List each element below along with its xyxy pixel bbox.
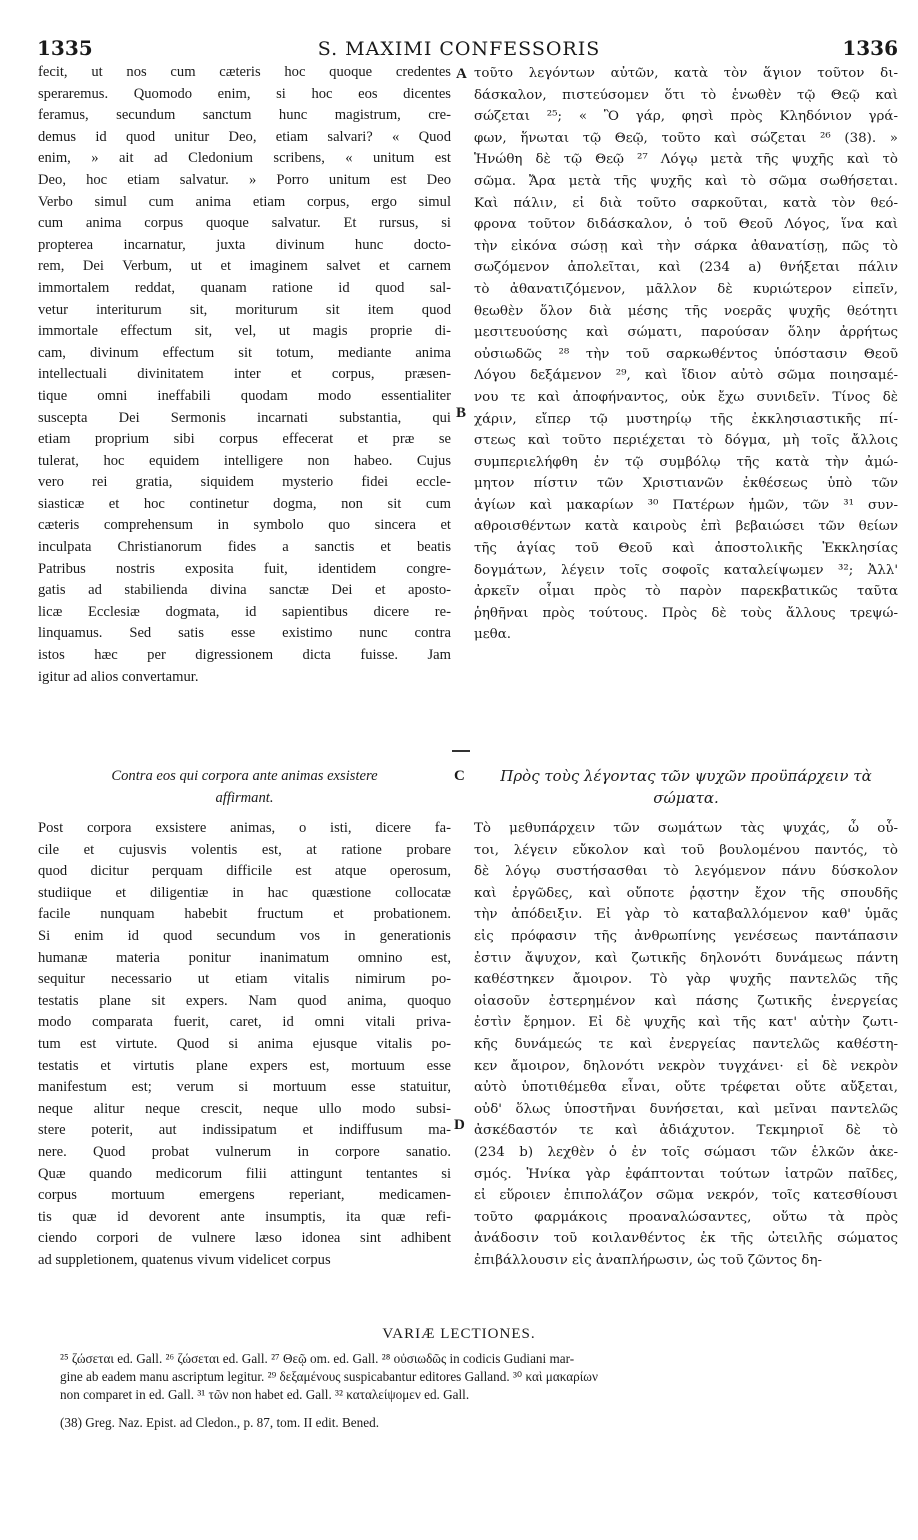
greek-column-bottom xyxy=(474,818,898,1271)
text-line: ἀνάδοσιν τοῦ κοιλανθέντος ἐκ τῆς ὠτειλῆς σώματος xyxy=(474,1231,898,1247)
text-line: humanæ materia ponitur inanimatum omnino est, xyxy=(38,949,451,966)
text-line: studiique et diligentiæ in hac quæstione collocatæ xyxy=(38,884,451,901)
text-line: σώματα. xyxy=(653,788,719,807)
text-line: μητον πίστιν τῶν Χριστιανῶν ἐκθέσεως ὑπὸ τῶν xyxy=(474,476,898,492)
text-line: καὶ ἐργῶδες, καὶ οὔποτε ῥᾳστην ἔχον τῆς σπουδῆς xyxy=(474,885,898,901)
text-line: συμπεριελήφθη ἐν τῷ συμβόλῳ τῆς κατὰ τὴν ἀμώ- xyxy=(474,454,898,470)
greek-column-top xyxy=(474,63,898,646)
variae-lectiones-title: VARIÆ LECTIONES. xyxy=(382,1326,536,1342)
text-line: ἐστὶν ἔρημον. Εἰ δὲ ψυχῆς καὶ τῆς κατ' αὐτὴν ζωτι- xyxy=(474,1015,898,1031)
text-line: nere. Quod probat vulnerum in corpore sanatio. xyxy=(38,1143,451,1160)
text-line: (234 b) λεχθὲν ὁ ἐν τοῖς σώμασι τῶν ἑλκῶν ἀκε- xyxy=(474,1144,898,1160)
text-line: Λόγου δεξάμενον ²⁹, καὶ ἴδιον αὐτὸ σῶμα ποιησαμέ- xyxy=(474,368,898,384)
text-line: δογμάτων, λέγειν τοῖς σοφοῖς καταλείψωμεν ³²; Ἀλλ' xyxy=(474,562,898,578)
text-line: Patribus nostris exposita fuit, identidem congre- xyxy=(38,560,451,577)
text-line: αθροισθέντων κατὰ καιροὺς ἐπὶ βεβαιώσει τῶν θείων xyxy=(474,519,898,535)
text-line: modo comparata fuerit, caret, id omni vitali priva- xyxy=(38,1014,451,1031)
text-line: inculpata Christianorum fides a sanctis et beatis xyxy=(38,539,451,556)
text-line: χάριν, εἴπερ τῷ μυστηρίῳ τῆς ἐκκλησιαστικῆς πί- xyxy=(474,411,898,427)
text-line: ²⁵ ζώσεται ed. Gall. ²⁶ ζώσεται ed. Gall. ²⁷ Θεῷ om. ed. Gall. ²⁸ οὐσιωδῶς in codicis Gudiani mar- xyxy=(60,1351,575,1366)
text-line: οὐσιωδῶς ²⁸ τὴν τοῦ σαρκωθέντος ὑπόστασιν Θεοῦ xyxy=(474,346,898,362)
text-line: quod dicitur perquam difficile est atque operosum, xyxy=(38,863,451,880)
text-line: εἰς πρόφασιν τῆς ἀνθρωπίνης γενέσεως παντάπασιν xyxy=(474,928,898,944)
text-line: μεθα. xyxy=(474,627,512,643)
text-line: cile et cujusvis volentis est, at ratione probare xyxy=(38,841,451,858)
text-line: κῆς δυνάμεώς τε καὶ ἐνεργείας παντελῶς καθέστη- xyxy=(474,1036,898,1052)
text-line: fecit, ut nos cum cæteris hoc quoque credentes xyxy=(38,64,451,80)
text-line: σμός. Ἡνίκα γὰρ ἐφάπτονται τούτων ἰατρῶν παῖδες, xyxy=(474,1166,898,1182)
text-line: tique omni ineffabili quodam modo essentialiter xyxy=(38,387,451,404)
text-line: νου τε καὶ ἀποφήναντος, οὐκ ἔχω συνιδεῖν. Τίνος δὲ xyxy=(474,389,898,405)
greek-section-heading xyxy=(474,766,898,809)
text-line: enim, » ait ad Cledonium scribens, « unitum est xyxy=(38,150,451,167)
text-line: Τὸ μεθυπάρχειν τῶν σωμάτων τὰς ψυχάς, ὦ οὗ- xyxy=(474,821,898,836)
text-line: tulerat, hoc equidem intelligere non habeo. Cujus xyxy=(38,452,451,469)
text-line: tis quæ id devorent ante insumptis, ita quæ refi- xyxy=(38,1208,451,1225)
margin-marker-c: C xyxy=(454,768,465,784)
text-line: vetur interiturum sit, moriturum sit item quod xyxy=(38,301,451,318)
variant-readings xyxy=(60,1350,880,1404)
margin-marker-d: D xyxy=(454,1117,465,1133)
text-line: feramus, secundum sanctum hunc magistrum, cre- xyxy=(38,107,451,124)
text-line: δὲ λόγῳ συστήσασθαι τὸ λεγόμενον πάνυ δύσκολον xyxy=(474,864,898,880)
text-line: immortale effectum sit, vel, ut magis proprie di- xyxy=(38,323,451,340)
text-line: φρονα τοῦτον διδάσκαλον, ὁ τοῦ Θεοῦ Λόγος, ἵνα καὶ xyxy=(474,217,898,233)
text-line: σῶμα. Ἄρα μετὰ τῆς ψυχῆς καὶ τὸ σῶμα σωθήσεται. xyxy=(474,173,898,189)
text-line: στεως καὶ τοῦτο περιέχεται τὸ δόγμα, μὴ τοῖς ἄλλοις xyxy=(474,433,898,449)
text-line: ciendo corpori de vulnere læso idonea sint adhibent xyxy=(38,1230,451,1247)
right-page-number: 1336 xyxy=(842,36,898,60)
text-line: gine ab eadem manu ascriptum legitur. ²⁹ δεξαμένους suspicabantur editores Galland. ³⁰ καὶ μακαρίων xyxy=(60,1369,598,1384)
text-line: Post corpora exsistere animas, o isti, dicere fa- xyxy=(38,820,451,836)
text-line: Quæ quando medicorum filii attingunt tentantes si xyxy=(38,1165,451,1182)
text-line: ad suppletionem, quatenus vivum videlicet corpus xyxy=(38,1251,331,1268)
text-line: immortalem reddat, quanam ratione id quod sal- xyxy=(38,279,451,296)
text-line: ἁγίων καὶ μακαρίων ³⁰ Πατέρων ἡμῶν, τῶν ³¹ συν- xyxy=(474,497,898,513)
text-line: speraremus. Quomodo enim, si hoc eos dicentes xyxy=(38,85,451,102)
text-line: Deo, hoc etiam salvatur. » Porro unitum est Deo xyxy=(38,171,451,188)
text-line: δάσκαλον, πιστεύσομεν ὅτι τὸ ἑνωθὲν τῷ Θεῷ καὶ xyxy=(474,87,898,103)
text-line: gatis ad stabilienda divina sanctæ Dei et aposto- xyxy=(38,582,451,599)
latin-section-heading xyxy=(38,766,451,809)
latin-column-top xyxy=(38,62,451,688)
left-page-number: 1335 xyxy=(37,36,93,60)
text-line: affirmant. xyxy=(215,789,274,806)
text-line: ἐστιν ἄψυχον, καὶ ζωτικῆς δηλονότι δυνάμεως πάντη xyxy=(474,950,898,966)
text-line: demus id quod unitur Deo, etiam salvari? « Quod xyxy=(38,128,451,145)
text-line: σώζεται ²⁵; « Ὃ γάρ, φησὶ πρὸς Κληδόνιον γρά- xyxy=(474,109,898,125)
margin-marker-a: A xyxy=(456,66,467,82)
text-line: manifestum est; verum si mortuum esse statuitur, xyxy=(38,1079,451,1096)
text-line: τὴν εἰκόνα σώσῃ καὶ τὴν σάρκα ἀθανατίσῃ, πῶς τὸ xyxy=(474,238,898,254)
text-line: ἀσκέδαστόν τε καὶ ἀδιάχυτον. Τεκμηριοῖ δὲ τὸ xyxy=(474,1123,898,1139)
page-header xyxy=(0,36,918,64)
text-line: τοῦτο φαρμάκοις προαναλώσαντες, οὕτω τὰ πρὸς xyxy=(474,1209,898,1225)
text-line: cam, divinum effectum sit totum, mediante anima xyxy=(38,344,451,361)
text-line: Si enim id quod secundum vos in generationis xyxy=(38,927,451,944)
text-line: τῆς ἁγίας τοῦ Θεοῦ καὶ ἀποστολικῆς Ἐκκλησίας xyxy=(474,541,898,557)
text-line: ῥηθῆναι πρὸς τούτους. Πρὸς δὲ τοὺς ἄλλους τρεψώ- xyxy=(474,605,898,621)
text-line: θεωθὲν ὅλον διὰ μέσης τῆς νοερᾶς ψυχῆς θεότητι xyxy=(474,303,898,319)
text-line: linquamus. Sed satis esse existimo nunc contra xyxy=(38,625,451,642)
text-line: ἐπιβάλλουσιν εἰς ἀναπλήρωσιν, ὡς τοῦ ζῶντος δη- xyxy=(474,1252,822,1268)
text-line: testatis et virtutis plane expers est, mortuum esse xyxy=(38,1057,451,1074)
column-divider-dash xyxy=(452,750,470,752)
latin-column-bottom xyxy=(38,818,451,1271)
text-line: Verbo simul cum anima etiam corpus, ergo simul xyxy=(38,193,451,210)
text-line: suscepta Dei Sermonis incarnati substantia, qui xyxy=(38,409,451,426)
text-line: licæ Ecclesiæ dogmata, id sapientibus dicere re- xyxy=(38,603,451,620)
text-line: εἰ εὕροιεν ἐπιπολάζον σῶμα νεκρόν, τοῖς κατεσθίουσι xyxy=(474,1188,898,1204)
text-line: intellectuali divinitatem inter et corpus, præsen- xyxy=(38,366,451,383)
text-line: Ἡνώθη δὲ τῷ Θεῷ ²⁷ Λόγῳ μετὰ τῆς ψυχῆς καὶ τὸ xyxy=(474,152,898,168)
text-line: istos hæc per digressionem dicta fuisse. Jam xyxy=(38,647,451,664)
text-line: τὴν ἀπόδειξιν. Εἰ γὰρ τὸ καταβαλλόμενον καθ' ὑμᾶς xyxy=(474,907,898,923)
text-line: propterea incarnatur, juxta divinum hunc docto- xyxy=(38,236,451,253)
text-line: οἱασοῦν ἐστερημένον καὶ πάσης ζωτικῆς ἐνεργείας xyxy=(474,993,898,1009)
text-line: cum anima corpus quoque salvatur. Et rursus, si xyxy=(38,215,451,232)
text-line: καθέστηκεν ἄμοιρον. Τὸ γὰρ ψυχῆς παντελῶς τῆς xyxy=(474,972,898,988)
text-line: sequitur necessario ut etiam vitalis nimirum po- xyxy=(38,971,451,988)
text-line: αὐτὸ ὑποτιθέμεθα εἶναι, οὔτε τρέφεται οὔτε αὔξεται, xyxy=(474,1080,898,1096)
text-line: τὸ ἀθανατιζόμενον, μᾶλλον δὲ κυριώτερον εἰπεῖν, xyxy=(474,281,898,297)
text-line: etiam proprium sibi corpus effecerat et præ se xyxy=(38,431,451,448)
text-line: igitur ad alios convertamur. xyxy=(38,668,199,685)
text-line: stere poterit, aut indissipatum et indiffusum ma- xyxy=(38,1122,451,1139)
text-line: κεν ἄμοιρον, δηλονότι νεκρὸν τυγχάνει· εἰ δὲ νεκρὸν xyxy=(474,1058,898,1074)
text-line: facile nunquam habebit fructum et probationem. xyxy=(38,906,451,923)
text-line: corpus mortuum emergens reperiant, medicamen- xyxy=(38,1187,451,1204)
text-line: siasticæ et hoc continetur dogma, non sit cum xyxy=(38,495,451,512)
text-line: ἀρκεῖν οἶμαι πρὸς τὸ παρὸν παρεκβατικῶς ταῦτα xyxy=(474,584,898,600)
text-line: neque alitur neque crescit, neque ullo modo subsi- xyxy=(38,1100,451,1117)
text-line: Πρὸς τοὺς λέγοντας τῶν ψυχῶν προϋπάρχειν τὰ xyxy=(500,767,872,785)
footnote: (38) Greg. Naz. Epist. ad Cledon., p. 87, tom. II edit. Bened. xyxy=(60,1415,379,1430)
text-line: testatis plane sit expers. Nam quod anima, quoquo xyxy=(38,992,451,1009)
text-line: tum est virtute. Quod si anima ejusque vitalis po- xyxy=(38,1035,451,1052)
text-line: τοι, λέγειν εὔκολον καὶ τοῦ βουλομένου παντός, τὸ xyxy=(474,842,898,858)
text-line: σωζόμενον ἀπολεῖται, καὶ (234 a) θνήξεται πάλιν xyxy=(474,260,898,276)
text-line: cæteris comprehensum in symbolo quo sincera et xyxy=(38,517,451,534)
text-line: μεσιτευούσης καὶ σώματι, παρούσαν ὅλην ἀρρήτως xyxy=(474,325,898,341)
text-line: vero rei gratia, siquidem mysterio fidei eccle- xyxy=(38,474,451,491)
running-title: S. MAXIMI CONFESSORIS xyxy=(317,38,601,60)
text-line: rem, Dei Verbum, ut et imaginem salvet et carnem xyxy=(38,258,451,275)
text-line: non comparet in ed. Gall. ³¹ τῶν non habet ed. Gall. ³² καταλείψομεν ed. Gall. xyxy=(60,1387,470,1402)
text-line: φων, ἥνωται τῷ Θεῷ, τοῦτο καὶ σώζεται ²⁶ (38). » xyxy=(474,130,898,146)
text-line: Καὶ πάλιν, εἰ διὰ τοῦτο σαρκοῦται, κατὰ τὸν θεό- xyxy=(474,195,898,211)
margin-marker-b: B xyxy=(456,405,467,421)
text-line: Contra eos qui corpora ante animas exsistere xyxy=(111,768,378,784)
text-line: οὐδ' ὅλως ὑποστῆναι δυνήσεται, καὶ μεῖναι παντελῶς xyxy=(474,1101,898,1117)
text-line: τοῦτο λεγόντων αὐτῶν, κατὰ τὸν ἅγιον τοῦτον δι- xyxy=(474,66,898,81)
